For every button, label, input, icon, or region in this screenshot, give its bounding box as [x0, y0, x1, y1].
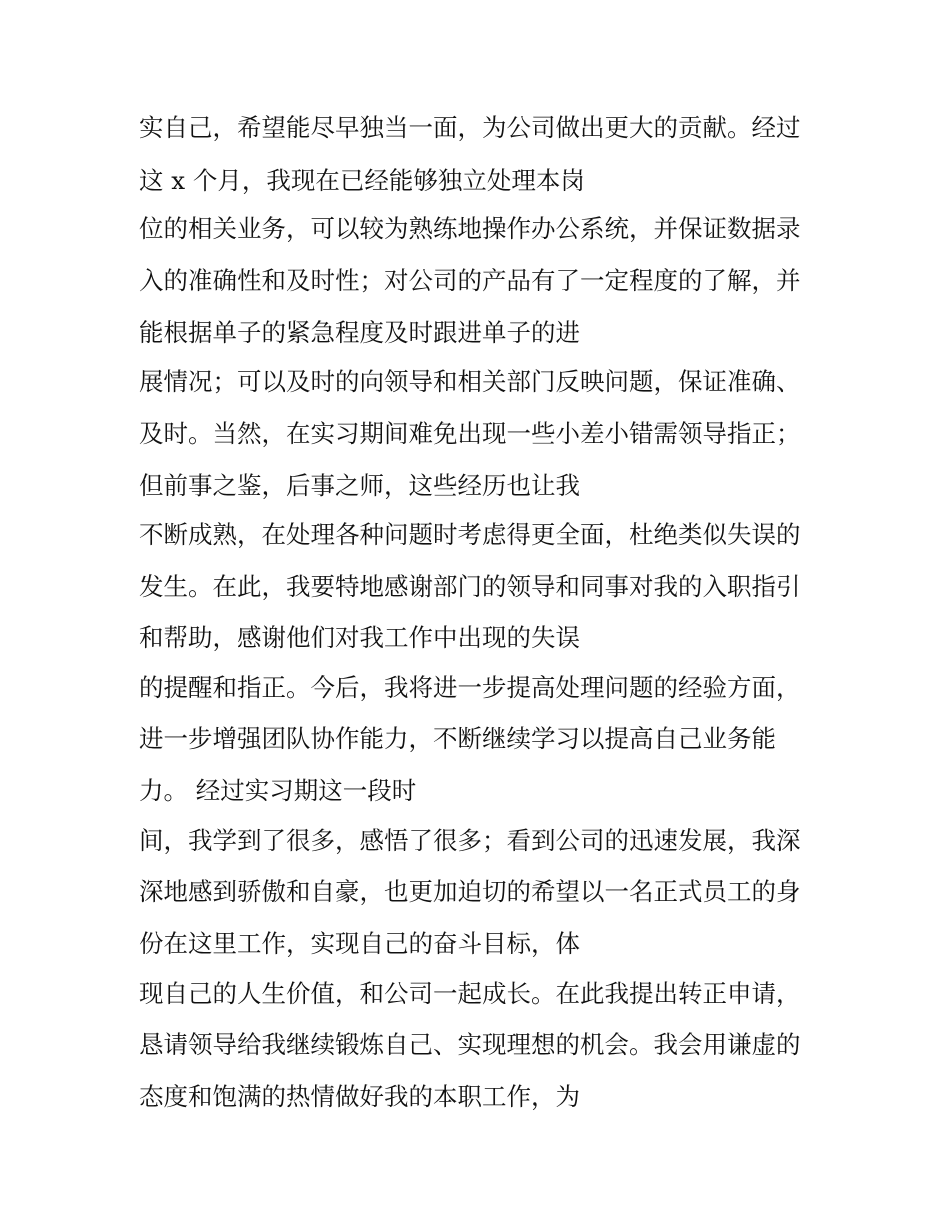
text-line: 这 x 个月，我现在已经能够独立处理本岗 — [139, 166, 585, 195]
text-line: 但前事之鉴，后事之师，这些经历也让我 — [139, 471, 580, 500]
text-line: 间，我学到了很多，感悟了很多；看到公司的迅速发展，我深 — [139, 826, 801, 855]
text-line: 的提醒和指正。今后，我将进一步提高处理问题的经验方面， — [139, 673, 801, 702]
text-line: 现自己的人生价值，和公司一起成长。在此我提出转正申请， — [139, 979, 801, 1008]
text-line: 能根据单子的紧急程度及时跟进单子的进 — [139, 318, 580, 347]
text-line: 进一步增强团队协作能力，不断继续学习以提高自己业务能 — [139, 724, 776, 753]
text-line: 实自己，希望能尽早独当一面，为公司做出更大的贡献。经过 — [139, 113, 801, 142]
text-line: 及时。当然，在实习期间难免出现一些小差小错需领导指正； — [139, 419, 801, 448]
text-line: 态度和饱满的热情做好我的本职工作，为 — [139, 1082, 580, 1111]
text-line: 份在这里工作，实现自己的奋斗目标，体 — [139, 929, 580, 958]
text-line: 位的相关业务，可以较为熟练地操作办公系统，并保证数据录 — [139, 214, 801, 243]
text-line: 恳请领导给我继续锻炼自己、实现理想的机会。我会用谦虚的 — [139, 1030, 801, 1059]
text-line: 深地感到骄傲和自豪，也更加迫切的希望以一名正式员工的身 — [139, 877, 801, 906]
text-line: 和帮助，感谢他们对我工作中出现的失误 — [139, 623, 580, 652]
text-line: 发生。在此，我要特地感谢部门的领导和同事对我的入职指引 — [139, 572, 801, 601]
text-line: 力。 经过实习期这一段时 — [139, 776, 417, 805]
text-line: 展情况；可以及时的向领导和相关部门反映问题，保证准确、 — [139, 367, 801, 396]
text-line: 入的准确性和及时性；对公司的产品有了一定程度的了解，并 — [139, 266, 801, 295]
text-line: 不断成熟，在处理各种问题时考虑得更全面，杜绝类似失误的 — [139, 520, 801, 549]
